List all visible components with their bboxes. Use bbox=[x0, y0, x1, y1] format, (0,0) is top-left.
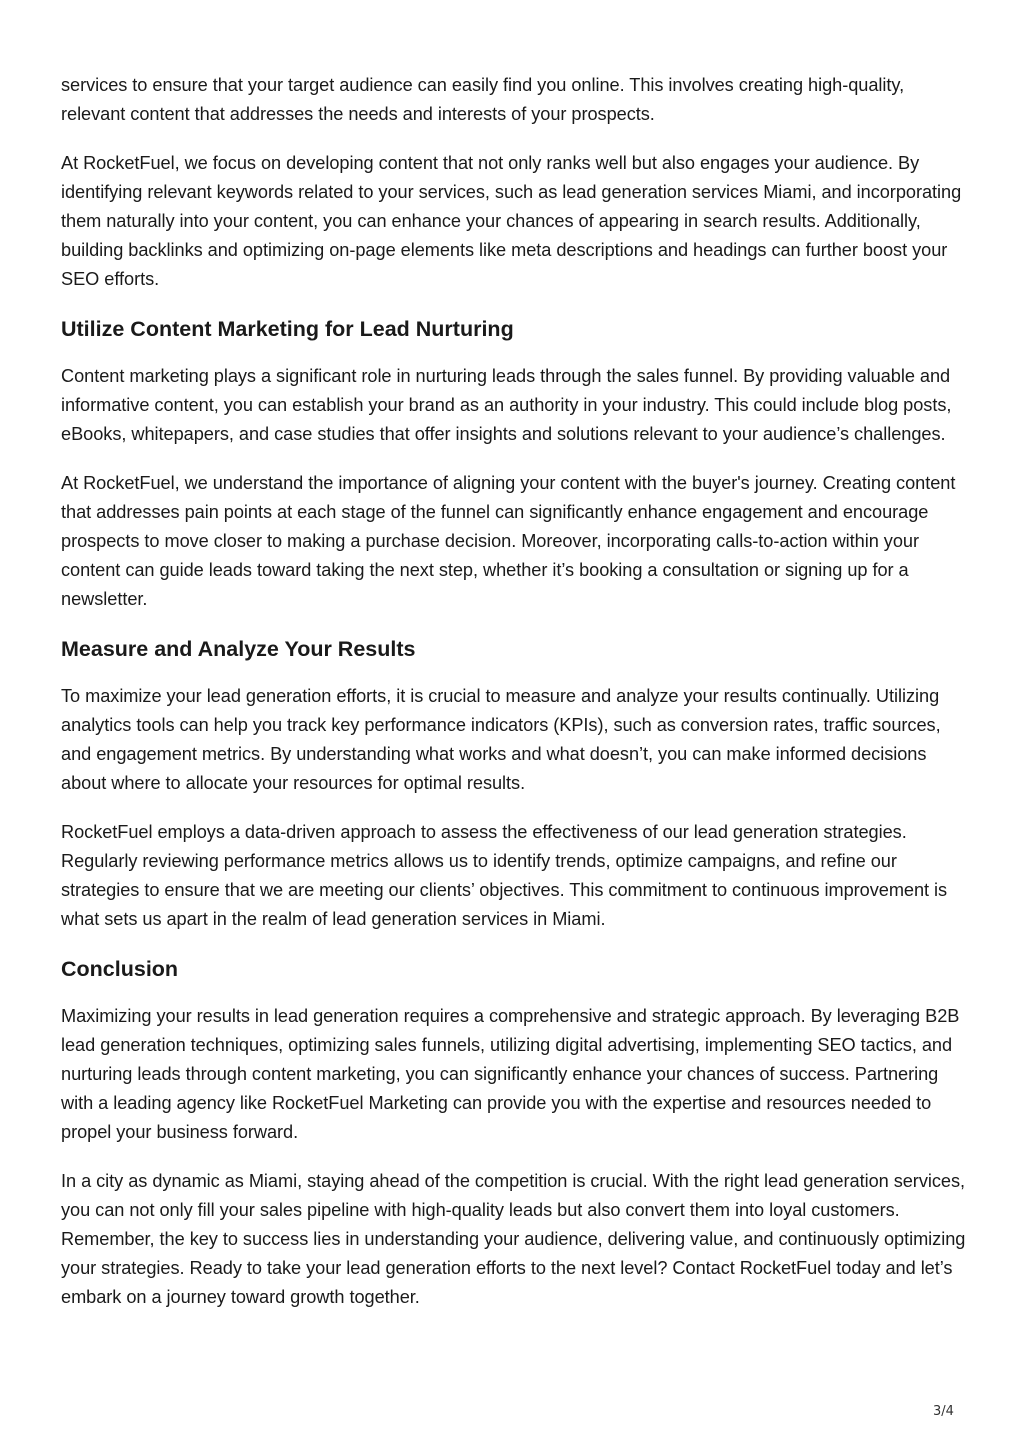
paragraph-conclusion-2: In a city as dynamic as Miami, staying ahead of the competition is crucial. With the right lead generation services, you can not only fill your sales pipeline with high-quality leads but also convert them into loyal customers. Remember, the key to success lies in understanding your audience, delivering value, and continuously optimizing your strategies. Ready to take your lead generation efforts to the next level? Contact RocketFuel today and let’s embark on a journey toward growth together. bbox=[61, 1171, 966, 1307]
page-number: 3/4 bbox=[933, 1404, 954, 1419]
document-body bbox=[61, 71, 971, 1332]
paragraph-seo-continued: services to ensure that your target audience can easily find you online. This involves creating high-quality, relevant content that addresses the needs and interests of your prospects. bbox=[61, 75, 905, 124]
heading-measure-analyze: Measure and Analyze Your Results bbox=[61, 637, 416, 661]
paragraph-content-marketing: Content marketing plays a significant role in nurturing leads through the sales funnel. By providing valuable and informative content, you can establish your brand as an authority in your industry. This could include blog posts, eBooks, whitepapers, and case studies that offer insights and solutions relevant to your audience’s challenges. bbox=[61, 366, 952, 444]
paragraph-content-rocketfuel: At RocketFuel, we understand the importance of aligning your content with the buyer's journey. Creating content that addresses pain points at each stage of the funnel can significantly enhance engagement and encourage prospects to move closer to making a purchase decision. Moreover, incorporating calls-to-action within your content can guide leads toward taking the next step, whether it’s booking a consultation or signing up for a newsletter. bbox=[61, 473, 956, 609]
paragraph-measure-analyze: To maximize your lead generation efforts, it is crucial to measure and analyze your results continually. Utilizing analytics tools can help you track key performance indicators (KPIs), such as conversion rates, traffic sources, and engagement metrics. By understanding what works and what doesn’t, you can make informed decisions about where to allocate your resources for optimal results. bbox=[61, 686, 941, 793]
heading-content-marketing: Utilize Content Marketing for Lead Nurturing bbox=[61, 317, 514, 341]
paragraph-measure-rocketfuel: RocketFuel employs a data-driven approach to assess the effectiveness of our lead generation strategies. Regularly reviewing performance metrics allows us to identify trends, optimize campaigns, and refine our strategies to ensure that we are meeting our clients’ objectives. This commitment to continuous improvement is what sets us apart in the realm of lead generation services in Miami. bbox=[61, 822, 948, 929]
paragraph-seo-rocketfuel: At RocketFuel, we focus on developing content that not only ranks well but also engages your audience. By identifying relevant keywords related to your services, such as lead generation services Miami, and incorporating them naturally into your content, you can enhance your chances of appearing in search results. Additionally, building backlinks and optimizing on-page elements like meta descriptions and headings can further boost your SEO efforts. bbox=[61, 153, 962, 289]
heading-conclusion: Conclusion bbox=[61, 957, 179, 981]
paragraph-conclusion-1: Maximizing your results in lead generation requires a comprehensive and strategic approach. By leveraging B2B lead generation techniques, optimizing sales funnels, utilizing digital advertising, implementing SEO tactics, and nurturing leads through content marketing, you can significantly enhance your chances of success. Partnering with a leading agency like RocketFuel Marketing can provide you with the expertise and resources needed to propel your business forward. bbox=[61, 1006, 960, 1142]
